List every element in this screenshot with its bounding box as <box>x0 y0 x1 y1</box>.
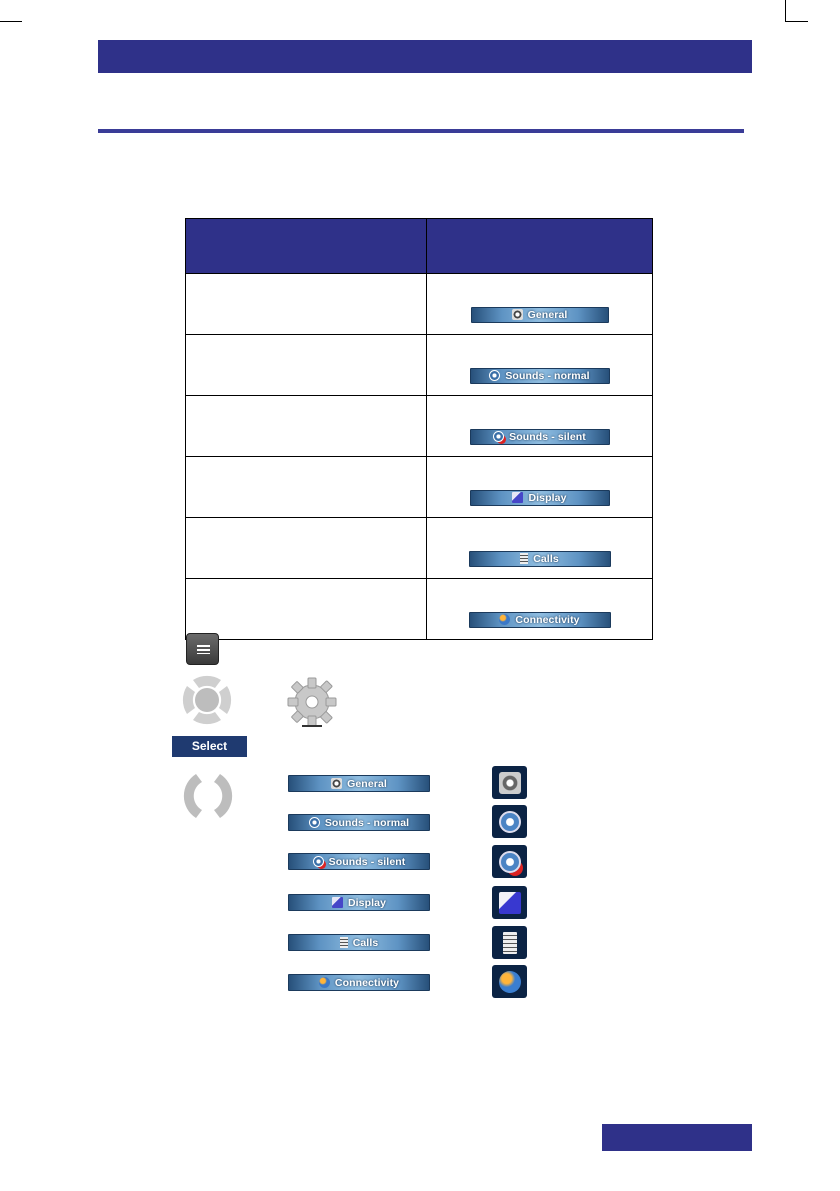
profile-bar-connectivity <box>469 612 611 628</box>
table-row <box>186 457 653 518</box>
table-cell-label <box>186 274 427 335</box>
crop-mark <box>785 0 786 22</box>
profile-bar-label: Display <box>347 896 387 909</box>
profile-bar-label: General <box>347 777 387 790</box>
globe-icon <box>492 965 527 998</box>
profile-bar-label: Calls <box>352 936 379 949</box>
table-cell-bar <box>427 457 653 518</box>
table-cell-label <box>186 579 427 640</box>
table-header-row <box>186 219 653 274</box>
profile-bar-connectivity <box>288 974 430 991</box>
profile-bar-calls <box>469 551 611 567</box>
profile-bar-sounds-normal <box>470 368 610 384</box>
calls-list-icon <box>520 553 528 564</box>
calls-list-icon <box>340 937 348 948</box>
profile-bar-label: Connectivity <box>515 613 580 626</box>
table-row <box>186 274 653 335</box>
speaker-muted-icon <box>493 431 504 442</box>
profile-bar-display <box>470 490 610 506</box>
display-icon <box>492 886 527 919</box>
table-row <box>186 335 653 396</box>
table-cell-label <box>186 457 427 518</box>
profile-bar-general <box>471 307 609 323</box>
profile-bar-label: Sounds - silent <box>509 430 586 443</box>
header-banner <box>98 40 752 73</box>
nav-pad-icon <box>179 672 235 728</box>
profile-bar-label: General <box>527 308 568 321</box>
speaker-icon <box>492 805 527 838</box>
table-row <box>186 396 653 457</box>
table-cell-bar <box>427 396 653 457</box>
table-row <box>186 579 653 640</box>
profile-bar-label: Display <box>528 491 567 504</box>
speaker-muted-icon <box>313 856 324 867</box>
display-icon <box>512 492 523 503</box>
profile-bar-label: Calls <box>533 552 559 565</box>
list-item <box>288 775 430 794</box>
crop-mark <box>786 21 808 22</box>
globe-icon <box>319 977 330 988</box>
table-cell-bar <box>427 335 653 396</box>
crop-mark <box>0 21 22 22</box>
table-header-cell <box>186 219 427 274</box>
table-cell-label <box>186 396 427 457</box>
nav-left-right-icon <box>180 772 236 820</box>
speaker-icon <box>489 370 500 381</box>
table-cell-bar <box>427 579 653 640</box>
profile-bar-calls <box>288 934 430 951</box>
table-cell-label <box>186 335 427 396</box>
list-item <box>288 853 430 872</box>
list-item <box>288 934 430 953</box>
calls-list-icon <box>492 926 527 959</box>
table-header-cell <box>427 219 653 274</box>
speaker-muted-icon <box>492 845 527 878</box>
menu-key-icon <box>186 633 219 665</box>
profile-bar-general <box>288 775 430 792</box>
settings-gear-icon <box>286 676 338 728</box>
table-cell-bar <box>427 274 653 335</box>
footer-page-box <box>602 1124 752 1151</box>
select-softkey: Select <box>172 736 247 757</box>
speaker-icon <box>309 817 320 828</box>
display-icon <box>332 897 343 908</box>
section-rule <box>98 129 744 133</box>
profile-bar-display <box>288 894 430 911</box>
list-item <box>288 814 430 833</box>
table-cell-label <box>186 518 427 579</box>
profile-bar-label: Sounds - silent <box>328 855 406 868</box>
profile-bar-label: Sounds - normal <box>505 369 590 382</box>
profiles-table <box>185 218 653 640</box>
gear-icon <box>331 778 342 789</box>
globe-icon <box>499 614 510 625</box>
list-item <box>288 894 430 913</box>
gear-icon <box>492 766 527 799</box>
profile-bar-label: Sounds - normal <box>324 816 410 829</box>
list-item <box>288 974 430 993</box>
gear-icon <box>512 309 523 320</box>
profile-bar-sounds-silent <box>288 853 430 870</box>
profile-bar-label: Connectivity <box>334 976 400 989</box>
table-cell-bar <box>427 518 653 579</box>
table-row <box>186 518 653 579</box>
profile-bar-sounds-normal <box>288 814 430 831</box>
profile-bar-sounds-silent <box>470 429 610 445</box>
